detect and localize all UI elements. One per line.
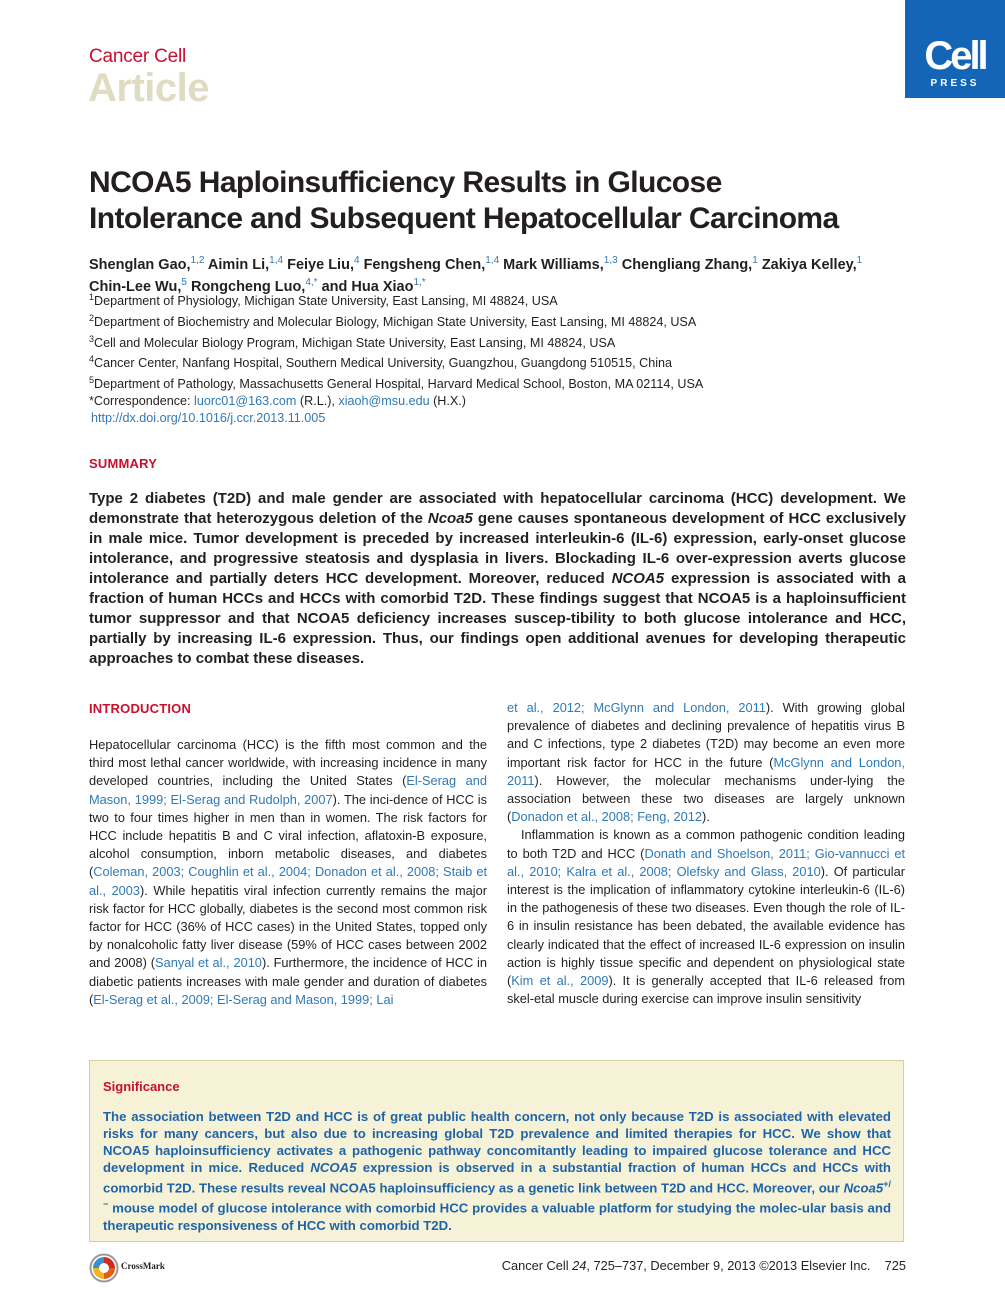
doi-link[interactable]: http://dx.doi.org/10.1016/j.ccr.2013.11.005: [91, 410, 326, 425]
author: Mark Williams,$^{1,3}$: [503, 255, 618, 273]
title-line-1: NCOA5 Haploinsufficiency Results in Glucose: [89, 166, 722, 199]
page-number: 725: [884, 1258, 906, 1273]
summary-text: Type 2 diabetes (T2D) and male gender are associated with hepatocellular carcinoma (HCC) development. We demonstrate that heterozygous deletion of the Ncoa5 gene causes spontaneous development of HCC exclusively in male mice. Tumor development is preceded by increased interleukin-6 (IL-6) expression, early-onset glucose intolerance, and progressive steatosis and dysplasia in livers. Blockading IL-6 over-expression averts glucose intolerance and partially deters HCC development. Moreover, reduced NCOA5 expression is associated with a fraction of human HCCs and HCCs with comorbid T2D. These findings suggest that NCOA5 is a haploinsufficient tumor suppressor and that NCOA5 deficiency increases suscep-tibility to both glucose intolerance and HCC, partially by increasing IL-6 expression. Thus, our findings open additional avenues for developing therapeutic approaches to combat these diseases.: [89, 490, 906, 667]
paragraph: Inflammation is known as a common pathogenic condition leading to both T2D and HCC (Donath and Shoelson, 2011; Gio-vannucci et al., 2010; Kalra et al., 2008; Olefsky and Glass, 2010). Of particular interest is the implication of inflammatory cytokine interleukin-6 (IL-6) in the pathogenesis of these two diseases. Even though the role of IL-6 in insulin resistance has been debated, the available evidence has clearly indicated that the effect of increased IL-6 expression on insulin action is highly tissue specific and dependent on physiological state (Kim et al., 2009). It is generally accepted that IL-6 released from skel-etal muscle during exercise can improve insulin sensitivity: [507, 827, 906, 1007]
title-line-2: Intolerance and Subsequent Hepatocellular Carcinoma: [89, 202, 839, 235]
citation-link[interactable]: et al., 2012; McGlynn and London, 2011: [507, 700, 766, 715]
citation-link[interactable]: McGlynn and London, 2011: [507, 754, 905, 788]
author: Chin-Lee Wu,$^5$: [89, 276, 187, 295]
significance-heading: Significance: [103, 1079, 180, 1094]
author: Chengliang Zhang,$^1$: [621, 255, 758, 273]
article-title: [89, 165, 929, 237]
journal-name: Cancer Cell: [89, 46, 187, 67]
introduction-heading: INTRODUCTION: [89, 701, 192, 716]
crossmark-label[interactable]: CrossMark: [121, 1261, 165, 1271]
citation-link[interactable]: Sanyal et al., 2010: [155, 955, 262, 971]
citation-link[interactable]: Donath and Shoelson, 2011; Gio-vannucci et al., 2010; Kalra et al., 2008; Olefsky and Glass, 2010: [507, 845, 905, 879]
affiliation: $^5$Department of Pathology, Massachusetts General Hospital, Harvard Medical School, Boston, MA 02114, USA: [89, 375, 704, 392]
affiliation: $^4$Cancer Center, Nanfang Hospital, Southern Medical University, Guangzhou, Guangdong 510515, China: [89, 354, 673, 371]
citation-link[interactable]: El-Serag et al., 2009; El-Serag and Mason, 1999; Lai: [93, 991, 394, 1007]
email-link-2[interactable]: xiaoh@msu.edu: [338, 393, 430, 408]
correspondence: *Correspondence: luorc01@163.com (R.L.), xiaoh@msu.edu (H.X.): [89, 393, 466, 408]
page-footer: Cancer Cell 24, 725–737, December 9, 2013 ©2013 Elsevier Inc. 725: [501, 1258, 906, 1273]
intro-column-left: Hepatocellular carcinoma (HCC) is the fifth most common and the third most lethal cancer worldwide, with increasing incidence in many developed countries, including the United States (El-Serag and Mason, 1999; El-Serag and Rudolph, 2007). The inci-dence of HCC is two to four times higher in men than in women. The risk factors for HCC include hepatitis B and C viral infection, aflatoxin-B exposure, alcohol consumption, inborn metabolic diseases, and diabetes (Coleman, 2003; Coughlin et al., 2004; Donadon et al., 2008; Staib et al., 2003). While hepatitis viral infection currently remains the major risk factor for HCC globally, diabetes is the second most common risk factor for HCC (36% of HCC cases) in the United States, topped only by nonalcoholic fatty liver disease (59% of HCC cases between 2002 and 2008) (Sanyal et al., 2010). Furthermore, the incidence of HCC in diabetic patients increases with male gender and duration of diabetes (El-Serag et al., 2009; El-Serag and Mason, 1999; Lai: [89, 737, 488, 1007]
author: Feiye Liu,$^4$: [287, 255, 360, 273]
email-link-1[interactable]: luorc01@163.com: [194, 393, 297, 408]
citation-link[interactable]: Kim et al., 2009: [511, 973, 609, 989]
intro-column-right: et al., 2012; McGlynn and London, 2011). With growing global prevalence of diabetes and declining prevalence of hepatitis virus B and C infections, type 2 diabetes (T2D) may become an even more important risk factor for HCC in the future (McGlynn and London, 2011). However, the molecular mechanisms under-lying the association between these two diseases are largely unknown (Donadon et al., 2008; Feng, 2012). Inflammation is known as a common pathogenic condition leading to both T2D and HCC (Donath and Shoelson, 2011; Gio-vannucci et al., 2010; Kalra et al., 2008; Olefsky and Glass, 2010). Of particular interest is the implication of inflammatory cytokine interleukin-6 (IL-6) in the pathogenesis of these two diseases. Even though the role of IL-6 in insulin resistance has been debated, the available evidence has clearly indicated that the effect of increased IL-6 expression on insulin action is highly tissue specific and dependent on physiological state (Kim et al., 2009). It is generally accepted that IL-6 released from skel-etal muscle during exercise can improve insulin sensitivity: [507, 699, 905, 1008]
citation-link[interactable]: Coleman, 2003; Coughlin et al., 2004; Donadon et al., 2008; Staib et al., 2003: [89, 864, 487, 898]
cell-press-logo: [905, 0, 1005, 98]
article-type: Article: [88, 66, 209, 110]
author: Rongcheng Luo,$^{4,*}$: [190, 276, 318, 295]
affiliation: $^1$Department of Physiology, Michigan State University, East Lansing, MI 48824, USA: [89, 292, 558, 309]
citation-link[interactable]: Donadon et al., 2008; Feng, 2012: [511, 809, 702, 825]
affiliations: [89, 289, 904, 426]
logo-word: Cell: [924, 34, 986, 78]
affiliation: $^3$Cell and Molecular Biology Program, Michigan State University, East Lansing, MI 48824, USA: [89, 333, 616, 350]
author: and Hua Xiao$^{1,*}$: [321, 276, 426, 295]
citation-link[interactable]: El-Serag and Mason, 1999; El-Serag and Rudolph, 2007: [89, 773, 487, 807]
doi-line: [89, 410, 904, 427]
significance-text: The association between T2D and HCC is of great public health concern, not only because T2D is associated with elevated risks for many cancers, but also due to increasing global T2D prevalence and limited therapies for HCC. We show that NCOA5 haploinsufficiency activates a pathogenic pathway concomitantly leading to impaired glucose tolerance and HCC development in mice. Reduced NCOA5 expression is observed in a substantial fraction of human HCCs and HCCs with comorbid T2D. These results reveal NCOA5 haploinsufficiency as a genetic link between T2D and HCC. Moreover, our Ncoa5+/− mouse model of glucose intolerance with comorbid HCC provides a valuable platform for studying the molec-ular basis and therapeutic responsiveness of HCC with comorbid T2D.: [103, 1109, 891, 1233]
author: Shenglan Gao,$^{1,2}$: [89, 255, 205, 273]
author: Fengsheng Chen,$^{1,4}$: [363, 255, 500, 273]
author: Zakiya Kelley,$^1$: [761, 255, 863, 273]
logo-sub: PRESS: [930, 78, 980, 89]
author: Aimin Li,$^{1,4}$: [207, 255, 284, 273]
summary-heading: SUMMARY: [89, 456, 158, 471]
affiliation: $^2$Department of Biochemistry and Molecular Biology, Michigan State University, East Lansing, MI 48824, USA: [89, 312, 697, 329]
